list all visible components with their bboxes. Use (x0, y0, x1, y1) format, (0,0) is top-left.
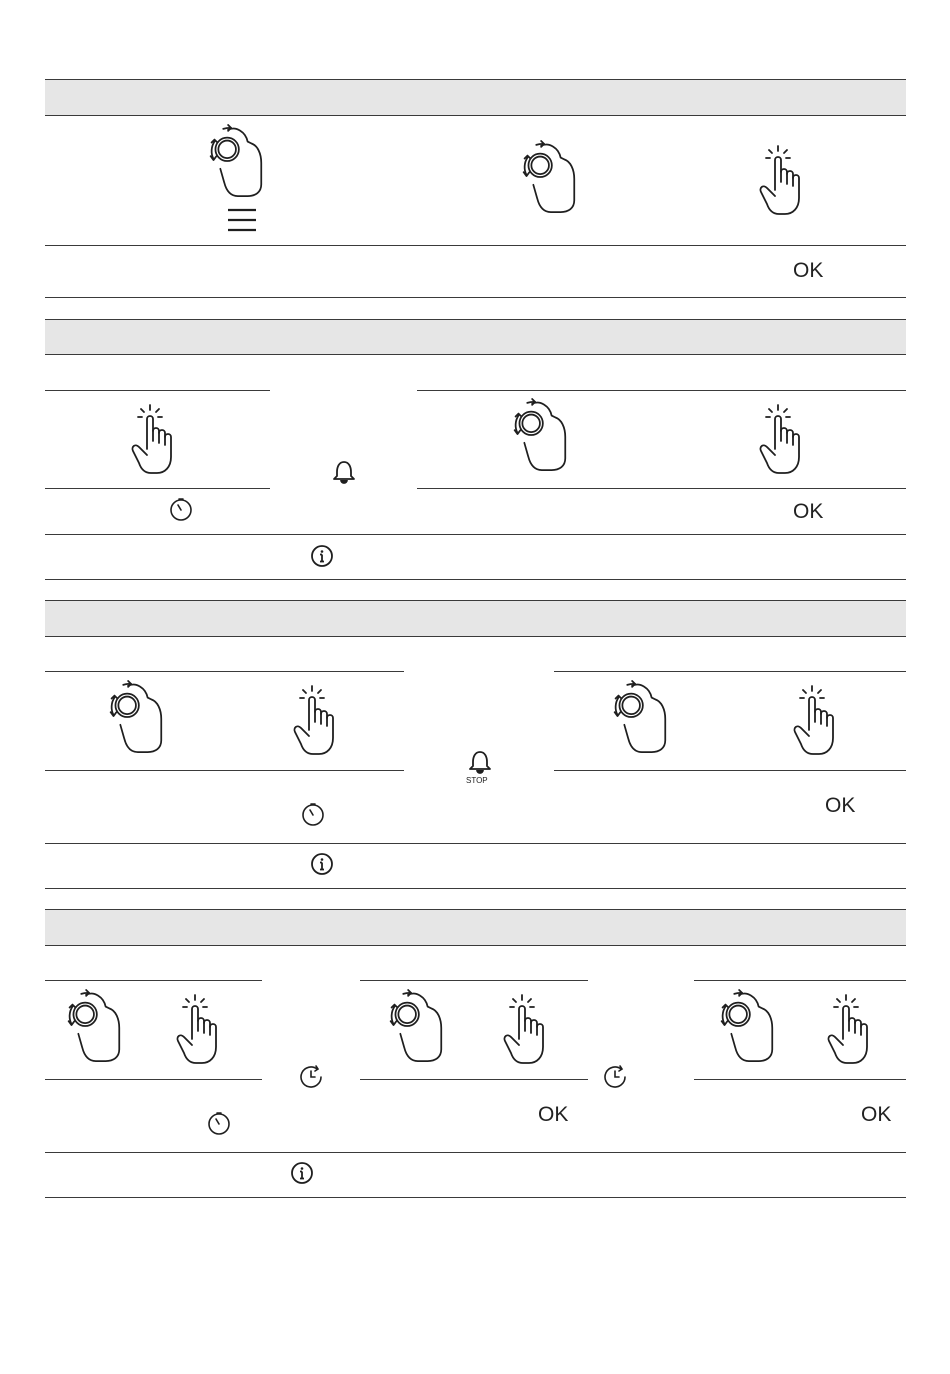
divider (45, 671, 404, 672)
divider (417, 390, 906, 391)
rotate-knob-icon (604, 680, 670, 756)
ok-label: OK (825, 794, 856, 817)
ok-label: OK (793, 259, 824, 282)
minute-minder-icon (208, 1112, 231, 1136)
menu-icon (228, 208, 256, 232)
info-icon (291, 1162, 313, 1184)
rotate-knob-icon (513, 140, 579, 216)
divider (45, 843, 906, 844)
divider (45, 390, 270, 391)
rotate-knob-icon (380, 989, 446, 1065)
info-icon (311, 853, 333, 875)
rotate-knob-icon (58, 989, 124, 1065)
bell-icon (333, 461, 355, 485)
divider (554, 770, 906, 771)
press-finger-icon (827, 995, 871, 1065)
divider (45, 770, 404, 771)
bell-stop-icon (469, 751, 491, 775)
time-shift-icon (604, 1065, 627, 1089)
press-finger-icon (759, 146, 803, 216)
press-finger-icon (759, 405, 803, 475)
divider (45, 488, 270, 489)
divider (45, 1197, 906, 1198)
rotate-knob-icon (711, 989, 777, 1065)
divider (45, 579, 906, 580)
divider (45, 1079, 262, 1080)
section-2-header (45, 319, 906, 355)
press-finger-icon (131, 405, 175, 475)
divider (694, 1079, 906, 1080)
divider (360, 980, 588, 981)
stop-label: STOP (466, 776, 488, 785)
section-3-header (45, 600, 906, 637)
section-4-header (45, 909, 906, 946)
info-icon (311, 545, 333, 567)
press-finger-icon (503, 995, 547, 1065)
time-shift-icon (300, 1065, 323, 1089)
divider (45, 534, 906, 535)
divider (360, 1079, 588, 1080)
divider (417, 488, 906, 489)
minute-minder-icon (170, 498, 193, 522)
divider (45, 980, 262, 981)
minute-minder-icon (302, 803, 325, 827)
divider (45, 888, 906, 889)
rotate-knob-icon (200, 124, 266, 200)
rotate-knob-icon (504, 398, 570, 474)
press-finger-icon (293, 686, 337, 756)
divider (554, 671, 906, 672)
press-finger-icon (176, 995, 220, 1065)
divider (694, 980, 906, 981)
ok-label: OK (793, 500, 824, 523)
press-finger-icon (793, 686, 837, 756)
rotate-knob-icon (100, 680, 166, 756)
divider (45, 1152, 906, 1153)
ok-label: OK (538, 1103, 569, 1126)
ok-label: OK (861, 1103, 892, 1126)
divider (45, 297, 906, 298)
section-1-header (45, 79, 906, 116)
divider (45, 245, 906, 246)
